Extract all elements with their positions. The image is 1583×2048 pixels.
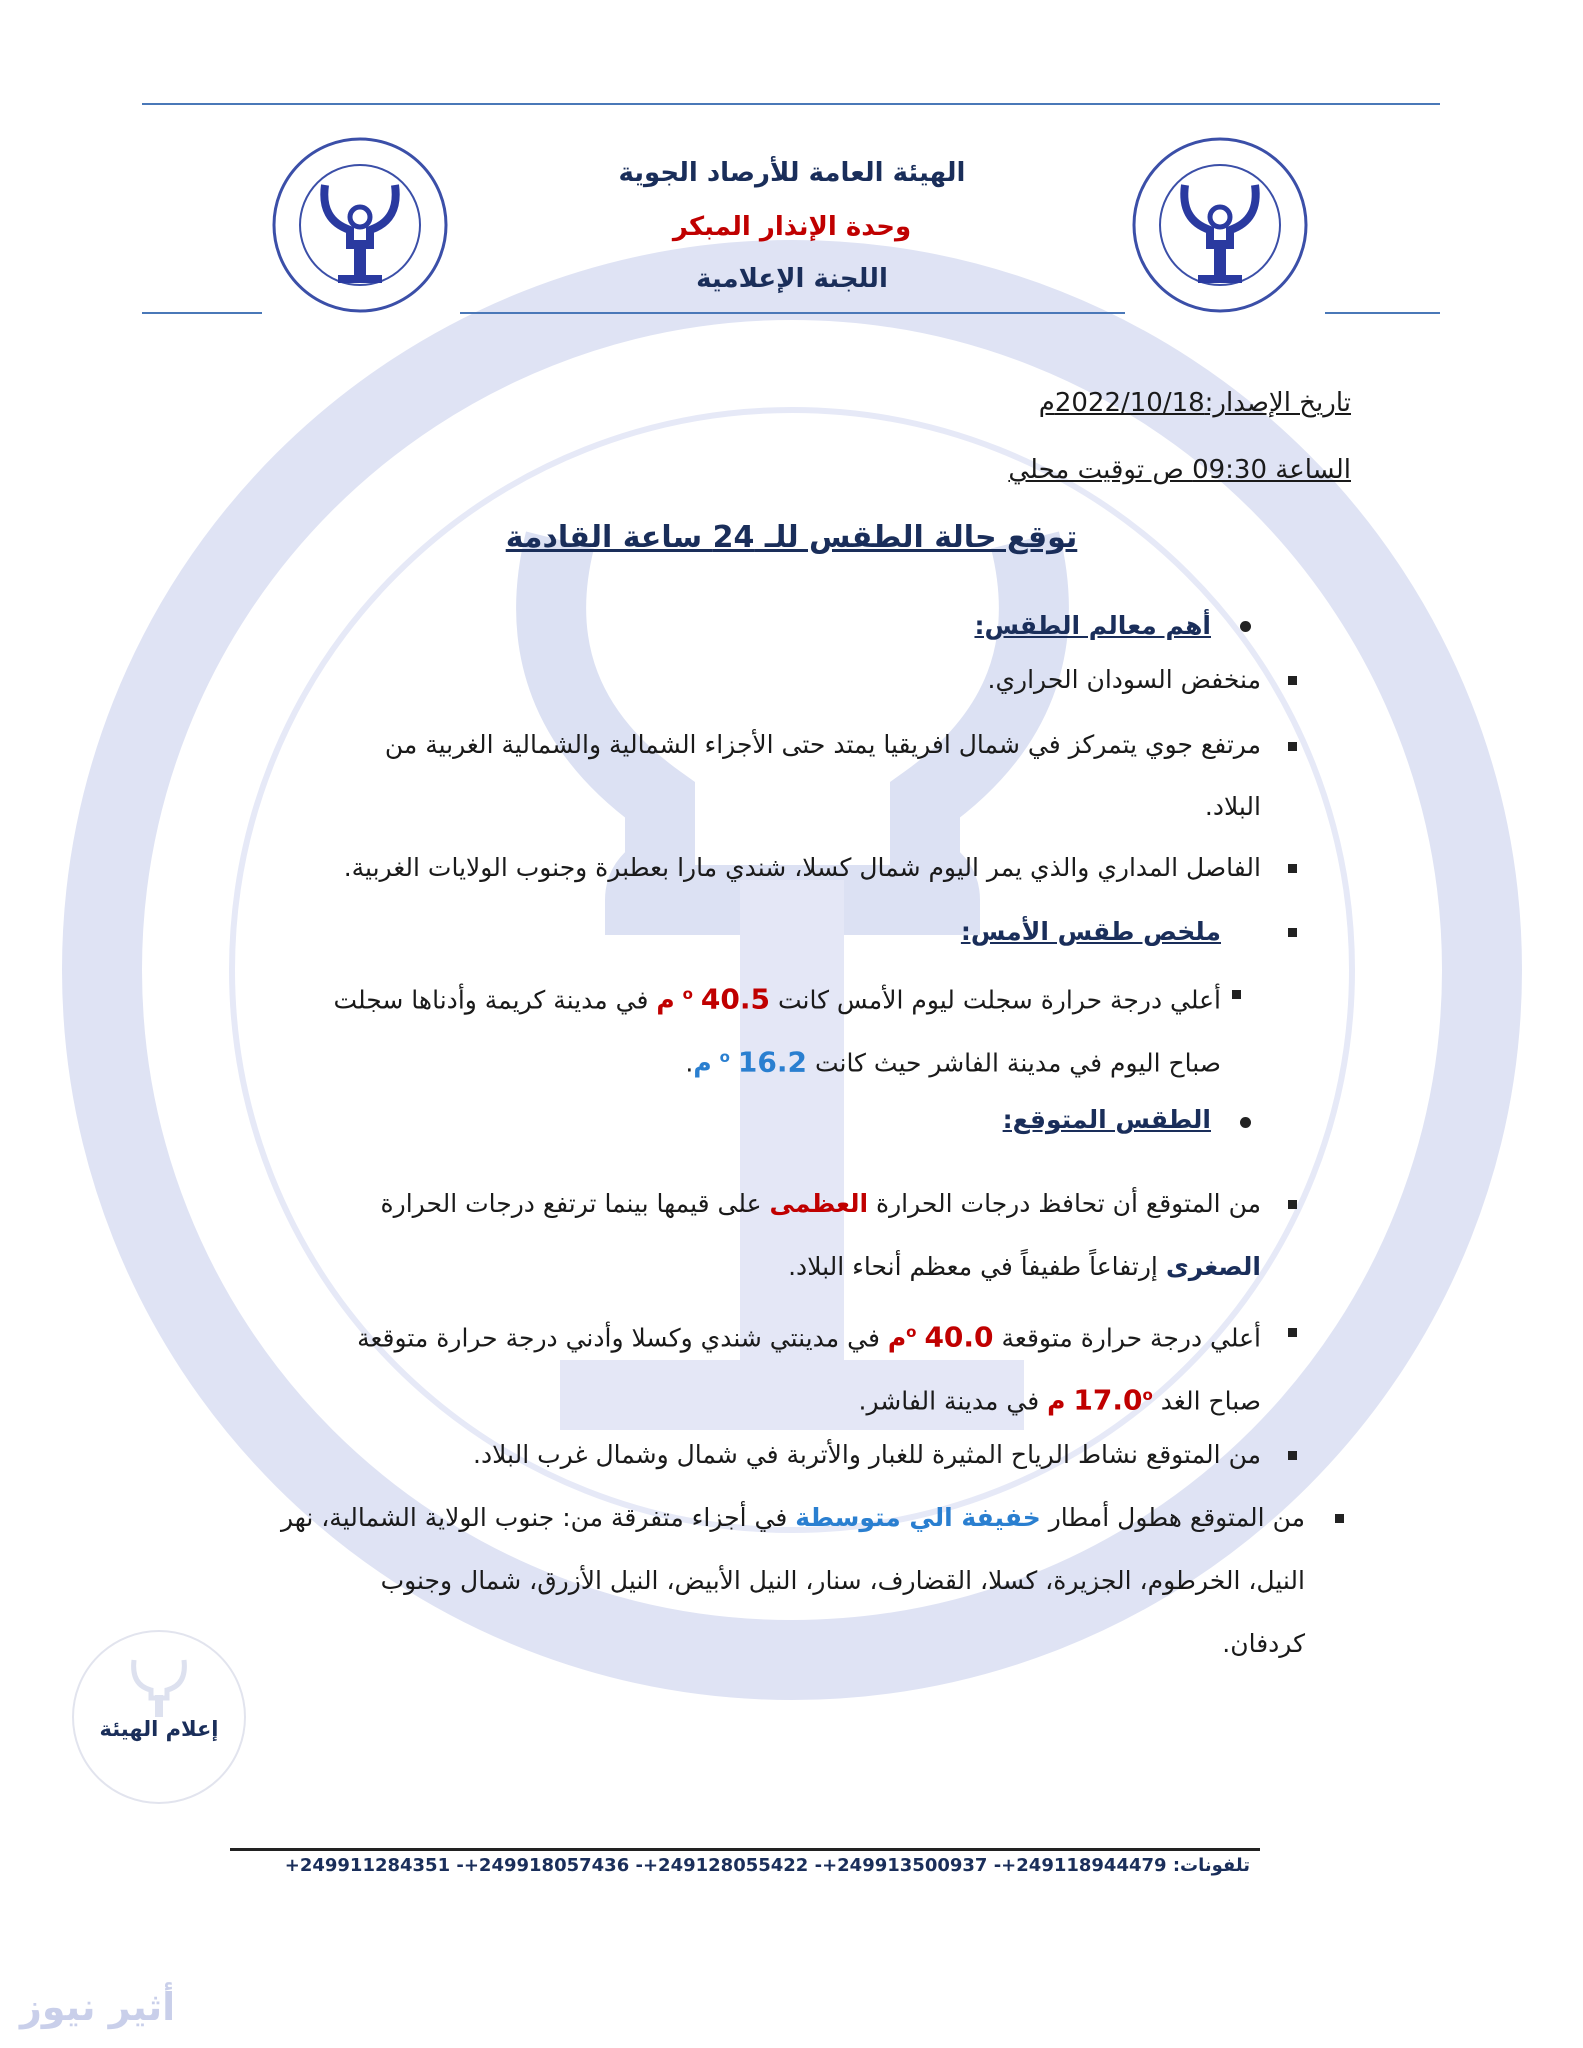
feature-item: الفاصل المداري والذي يمر اليوم شمال كسلا، شندي مارا بعطبرة وجنوب الولايات الغربية. xyxy=(343,853,1261,882)
expected-text: صباح الغد xyxy=(1160,1386,1261,1416)
authority-seal-left-icon xyxy=(270,135,450,315)
yesterday-heading: ملخص طقس الأمس: xyxy=(960,917,1221,946)
header-rule-left xyxy=(142,312,262,314)
expected-item-1-continued xyxy=(201,1235,1261,1299)
unit-label: م xyxy=(887,1323,907,1353)
degree-sign: o xyxy=(906,1323,917,1341)
yesterday-max-value: 40.5 xyxy=(700,982,770,1016)
expected-text: في مدينة الفاشر. xyxy=(858,1386,1040,1416)
period: . xyxy=(685,1048,694,1078)
bullet-square xyxy=(1288,742,1297,751)
header-rule-middle xyxy=(460,312,1125,314)
degree-sign: o xyxy=(682,985,693,1003)
yesterday-text: في مدينة كريمة وأدناها سجلت xyxy=(333,985,649,1015)
brand-watermark xyxy=(20,1985,240,2029)
authority-seal-right-icon xyxy=(1130,135,1310,315)
yesterday-min-value: 16.2 xyxy=(737,1045,807,1079)
unit-label: م xyxy=(1047,1386,1066,1416)
footer-phones xyxy=(240,1855,1250,1876)
bullet-dot xyxy=(1240,621,1251,632)
expected-text: من المتوقع هطول أمطار xyxy=(1048,1503,1305,1532)
issue-date: تاريخ الإصدار:2022/10/18م xyxy=(1038,388,1351,418)
min-temp-label: الصغرى xyxy=(1165,1252,1261,1281)
unit-name: وحدة الإنذار المبكر xyxy=(672,212,912,242)
max-temp-label: العظمى xyxy=(769,1189,869,1218)
yesterday-line-1 xyxy=(221,962,1221,1032)
features-heading: أهم معالم الطقس: xyxy=(974,611,1211,640)
unit-label: م xyxy=(656,985,675,1015)
expected-text: إرتفاعاً طفيفاً في معظم أنحاء البلاد. xyxy=(788,1252,1158,1281)
bullet-square xyxy=(1288,1200,1297,1209)
page-title: توقع حالة الطقس للـ 24 ساعة القادمة xyxy=(505,520,1078,555)
expected-text: أعلي درجة حرارة متوقعة xyxy=(1001,1323,1261,1353)
expected-item-3: من المتوقع نشاط الرياح المثيرة للغبار والأتربة في شمال وشمال غرب البلاد. xyxy=(473,1440,1261,1469)
committee-name: اللجنة الإعلامية xyxy=(696,264,888,294)
expected-item-4-continued: كردفان. xyxy=(1222,1629,1305,1658)
unit-label: م xyxy=(693,1048,712,1078)
issue-time: الساعة 09:30 ص توقيت محلي xyxy=(1008,455,1351,485)
bullet-square xyxy=(1288,1328,1297,1337)
phones-label: تلفونات: xyxy=(1172,1855,1250,1876)
expected-text: في أجزاء متفرقة من: جنوب الولاية الشمالية، نهر xyxy=(281,1503,788,1532)
degree-sign: o xyxy=(1142,1386,1153,1404)
yesterday-text: أعلي درجة حرارة سجلت ليوم الأمس كانت xyxy=(777,985,1221,1015)
feature-item-continued: البلاد. xyxy=(1204,792,1261,821)
bullet-square xyxy=(1288,864,1297,873)
header-rule-right xyxy=(1325,312,1440,314)
expected-item-2 xyxy=(201,1300,1261,1370)
bullet-dot xyxy=(1240,1117,1251,1128)
feature-item: مرتفع جوي يتمركز في شمال افريقيا يمتد حتى الأجزاء الشمالية والشمالية الغربية من xyxy=(384,730,1261,759)
phones-list: +249911284351 -+249918057436 -+249128055422 -+249913500937 -+249118944479 xyxy=(284,1855,1167,1876)
expected-text: من المتوقع أن تحافظ درجات الحرارة xyxy=(875,1189,1261,1218)
bullet-square xyxy=(1288,1451,1297,1460)
yesterday-text: صباح اليوم في مدينة الفاشر حيث كانت xyxy=(814,1048,1221,1078)
expected-item-1 xyxy=(201,1172,1261,1236)
expected-text: على قيمها بينما ترتفع درجات الحرارة xyxy=(380,1189,762,1218)
org-name: الهيئة العامة للأرصاد الجوية xyxy=(618,158,966,188)
media-stamp xyxy=(72,1630,246,1804)
expected-text: في مدينتي شندي وكسلا وأدني درجة حرارة متوقعة xyxy=(357,1323,880,1353)
rain-intensity: خفيفة الي متوسطة xyxy=(795,1503,1041,1532)
expected-item-4-continued: النيل، الخرطوم، الجزيرة، كسلا، القضارف، سنار، النيل الأبيض، النيل الأزرق، شمال وجنوب xyxy=(380,1566,1305,1595)
top-rule xyxy=(142,103,1440,105)
expected-heading: الطقس المتوقع: xyxy=(1002,1105,1211,1134)
stamp-seal-icon xyxy=(119,1650,199,1720)
bullet-square xyxy=(1288,676,1297,685)
bullet-square xyxy=(1335,1514,1344,1523)
bullet-square xyxy=(1288,928,1297,937)
feature-item: منخفض السودان الحراري. xyxy=(987,665,1261,694)
yesterday-line-2 xyxy=(221,1025,1221,1095)
expected-item-4 xyxy=(205,1486,1305,1550)
bullet-square xyxy=(1232,990,1241,999)
degree-sign: o xyxy=(719,1048,730,1066)
expected-max-value: 40.0 xyxy=(924,1320,994,1354)
brand-text: أثير نيوز xyxy=(20,1985,176,2029)
footer-rule xyxy=(230,1848,1260,1851)
stamp-text: إعلام الهيئة xyxy=(99,1717,219,1741)
expected-min-value: 17.0 xyxy=(1073,1383,1143,1417)
